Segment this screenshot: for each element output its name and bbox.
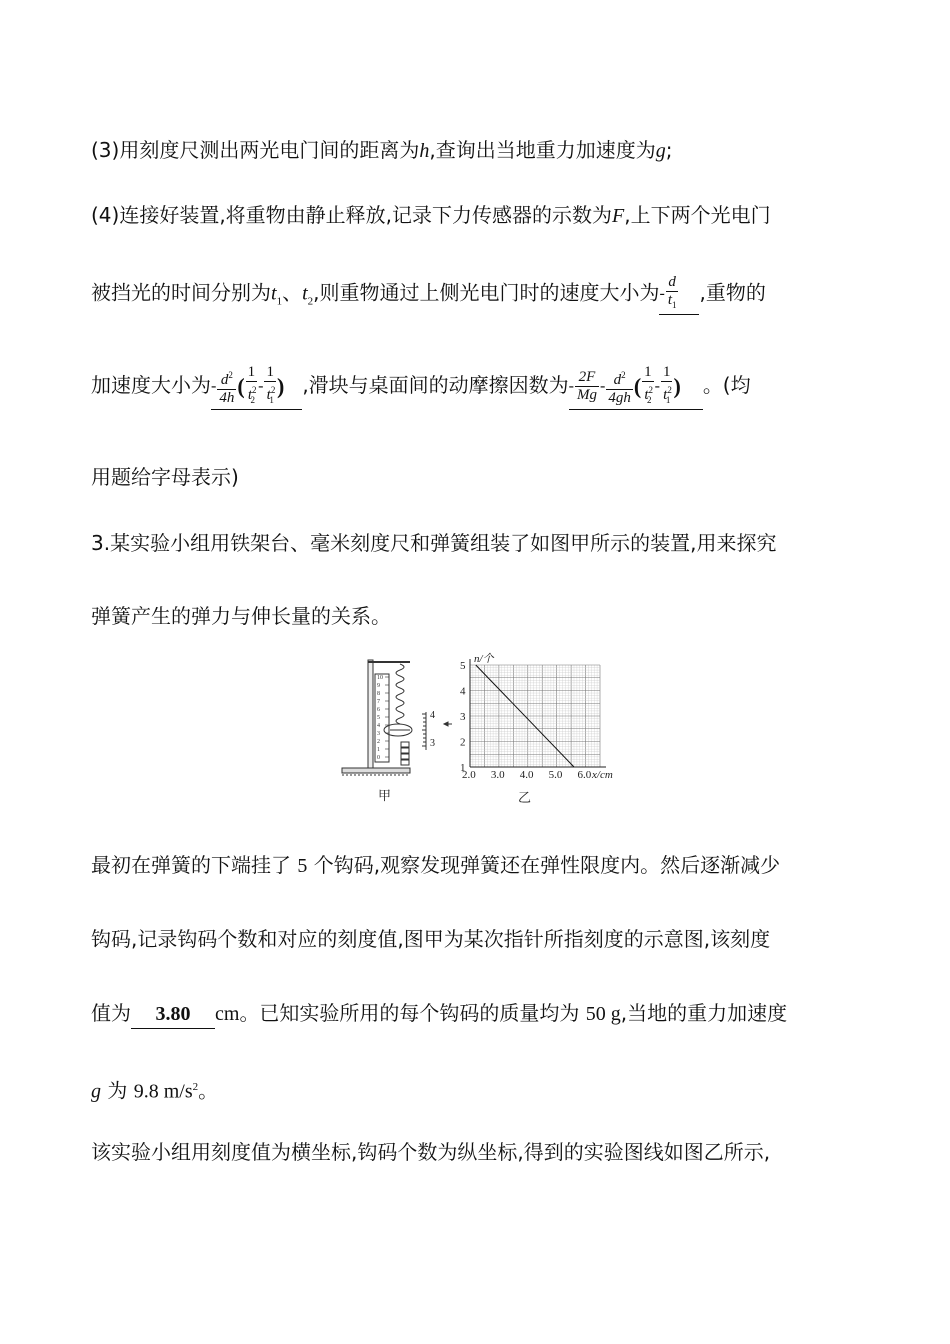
- fraction-d-over-t1: $\frac{d}{t_1}$: [666, 274, 679, 314]
- ruler-tick-label: 4: [377, 723, 380, 729]
- var-g: g: [655, 140, 666, 162]
- x-tick-label: 2.0: [462, 769, 476, 781]
- apparatus-jia: [342, 660, 452, 775]
- x-tick-label: 4.0: [519, 769, 534, 781]
- x-tick-label: 6.0: [577, 769, 592, 781]
- y-tick-label: 1: [460, 762, 466, 774]
- x-tick-label: 3.0: [490, 769, 505, 781]
- paragraph-step4-line3: 加速度大小为- $\frac{d^2}{4h}$ ( $\frac{1}{t^2_2}$ - $\frac{1}{t^2_1}$ ) ,滑块与桌面间的动摩擦因数为- $\frac{2F}{Mg}$ - $\frac{d^2}{4gh}$ ( $\frac{1}{t^2_2}$ - $\frac{1}{t^2_1}$ ) 。(均: [91, 364, 751, 410]
- ruler-tick-label: 0: [377, 755, 380, 761]
- ruler-tick-label: 3: [377, 731, 380, 737]
- hook-weight-4: [401, 760, 409, 765]
- label-jia: 甲: [378, 788, 392, 803]
- ruler-tick-label: 9: [377, 683, 380, 689]
- var-h: h: [419, 140, 430, 162]
- question3-line2: 弹簧产生的弹力与伸长量的关系。: [91, 604, 391, 628]
- answer-velocity: - $\frac{d}{t_1}$: [659, 274, 699, 315]
- ruler-tick-label: 8: [377, 691, 380, 697]
- ruler-tick-label: 7: [377, 699, 380, 705]
- paragraph-step4-line2: 被挡光的时间分别为$t_1$、$t_2$,则重物通过上侧光电门时的速度大小为- $\frac{d}{t_1}$ ,重物的: [91, 274, 766, 316]
- ruler-tick-label: 1: [377, 747, 380, 753]
- ruler-tick-label: 5: [377, 715, 380, 721]
- after-line4: g 为 9.8 $m/s^2$。: [91, 1078, 219, 1103]
- stand-pole: [368, 660, 373, 768]
- hook-weight-2: [401, 748, 409, 753]
- var-F: F: [612, 205, 625, 227]
- ruler-tick-label: 2: [377, 739, 380, 745]
- spring: [396, 664, 404, 724]
- after-line3: 值为 3.80 cm。已知实验所用的每个钩码的质量均为 50 g,当地的重力加速度: [91, 999, 787, 1029]
- after-line1: 最初在弹簧的下端挂了 5 个钩码,观察发现弹簧还在弹性限度内。然后逐渐减少: [91, 853, 781, 877]
- after-line5: 该实验小组用刻度值为横坐标,钩码个数为纵坐标,得到的实验图线如图乙所示,: [91, 1140, 771, 1164]
- y-tick-label: 4: [460, 685, 466, 698]
- paragraph-step4-line4: 用题给字母表示): [91, 465, 239, 489]
- stand-base: [342, 768, 410, 773]
- after-line2: 钩码,记录钩码个数和对应的刻度值,图甲为某次指针所指刻度的示意图,该刻度: [91, 927, 771, 951]
- experiment-figure: [338, 652, 618, 804]
- y-tick-label: 2: [460, 736, 466, 749]
- y-tick-label: 5: [460, 660, 466, 672]
- answer-friction-coefficient: - $\frac{2F}{Mg}$ - $\frac{d^2}{4gh}$ ( $\frac{1}{t^2_2}$ - $\frac{1}{t^2_1}$ ): [569, 364, 703, 410]
- zoom-label-4: 4: [430, 710, 435, 721]
- y-axis-label: n/个: [474, 653, 494, 665]
- hook-weight-1: [401, 742, 409, 747]
- x-tick-label: 5.0: [548, 769, 563, 781]
- label-yi: 乙: [518, 790, 532, 804]
- ruler-tick-label: 10: [377, 675, 383, 681]
- paragraph-step3: (3)用刻度尺测出两光电门间的距离为h,查询出当地重力加速度为g;: [91, 138, 673, 162]
- y-tick-label: 3: [460, 711, 466, 723]
- answer-acceleration: - $\frac{d^2}{4h}$ ( $\frac{1}{t^2_2}$ - $\frac{1}{t^2_1}$ ): [211, 364, 302, 410]
- question3-line1: 3.某实验小组用铁架台、毫米刻度尺和弹簧组装了如图甲所示的装置,用来探究: [91, 531, 777, 555]
- zoom-label-3: 3: [430, 738, 435, 749]
- hook-weight-3: [401, 754, 409, 759]
- paragraph-step4-line1: (4)连接好装置,将重物由静止释放,记录下力传感器的示数为F,上下两个光电门: [91, 203, 771, 227]
- answer-scale-value: 3.80: [131, 1000, 215, 1029]
- chart-yi: [460, 652, 613, 781]
- x-axis-label: x/cm: [592, 769, 613, 781]
- ruler-tick-label: 6: [377, 707, 380, 713]
